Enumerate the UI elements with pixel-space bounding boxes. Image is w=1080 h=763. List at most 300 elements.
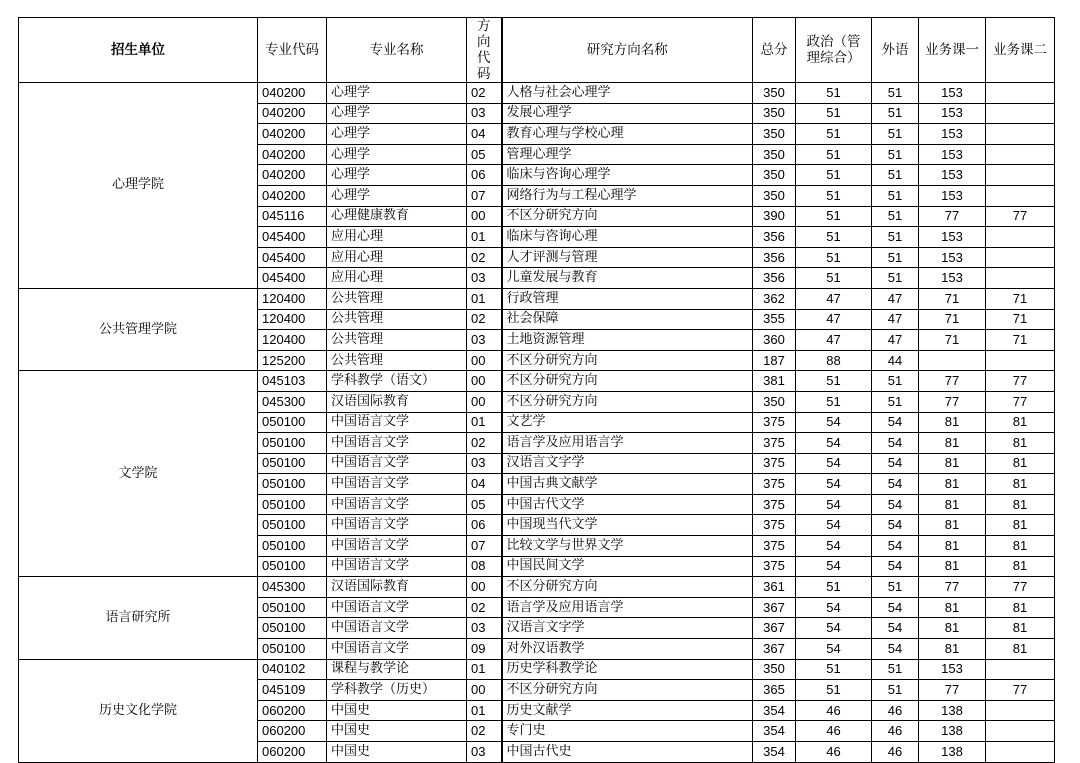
dir-name-cell: 中国现当代文学 [502, 515, 753, 536]
politics-cell: 51 [796, 206, 872, 227]
total-cell: 350 [753, 103, 796, 124]
foreign-cell: 51 [872, 124, 919, 145]
politics-cell: 51 [796, 391, 872, 412]
major-name-cell: 公共管理 [327, 288, 467, 309]
course2-cell: 77 [986, 206, 1055, 227]
major-name-cell: 中国语言文学 [327, 412, 467, 433]
dir-code-cell: 01 [467, 227, 502, 248]
course2-cell: 77 [986, 391, 1055, 412]
politics-cell: 54 [796, 515, 872, 536]
dir-name-cell: 临床与咨询心理学 [502, 165, 753, 186]
dir-code-cell: 00 [467, 391, 502, 412]
dir-code-cell: 05 [467, 494, 502, 515]
major-name-cell: 应用心理 [327, 268, 467, 289]
total-cell: 375 [753, 412, 796, 433]
dir-name-cell: 教育心理与学校心理 [502, 124, 753, 145]
table-row [19, 83, 1055, 104]
major-code-cell: 050100 [258, 618, 327, 639]
course2-cell [986, 742, 1055, 763]
course1-cell: 81 [919, 474, 986, 495]
header-dir-name: 研究方向名称 [502, 18, 753, 83]
total-cell: 354 [753, 721, 796, 742]
major-name-cell: 心理学 [327, 165, 467, 186]
total-cell: 356 [753, 247, 796, 268]
politics-cell: 54 [796, 453, 872, 474]
total-cell: 381 [753, 371, 796, 392]
dir-code-cell: 01 [467, 659, 502, 680]
course2-cell: 81 [986, 433, 1055, 454]
course2-cell [986, 247, 1055, 268]
politics-cell: 51 [796, 124, 872, 145]
foreign-cell: 51 [872, 268, 919, 289]
major-code-cell: 045103 [258, 371, 327, 392]
unit-cell: 语言研究所 [19, 577, 258, 659]
course2-cell: 81 [986, 639, 1055, 660]
major-name-cell: 中国语言文学 [327, 494, 467, 515]
table-row [19, 371, 1055, 392]
major-code-cell: 040200 [258, 83, 327, 104]
course2-cell: 81 [986, 412, 1055, 433]
major-code-cell: 040200 [258, 103, 327, 124]
dir-code-cell: 07 [467, 536, 502, 557]
dir-name-cell: 中国民间文学 [502, 556, 753, 577]
course2-cell [986, 165, 1055, 186]
foreign-cell: 54 [872, 453, 919, 474]
dir-code-cell: 04 [467, 474, 502, 495]
course2-cell: 81 [986, 536, 1055, 557]
dir-name-cell: 历史学科教学论 [502, 659, 753, 680]
foreign-cell: 54 [872, 618, 919, 639]
foreign-cell: 54 [872, 474, 919, 495]
politics-cell: 51 [796, 268, 872, 289]
foreign-cell: 51 [872, 165, 919, 186]
course1-cell: 81 [919, 494, 986, 515]
major-code-cell: 050100 [258, 556, 327, 577]
total-cell: 350 [753, 83, 796, 104]
major-code-cell: 060200 [258, 700, 327, 721]
foreign-cell: 47 [872, 330, 919, 351]
course1-cell: 81 [919, 639, 986, 660]
course2-cell: 71 [986, 309, 1055, 330]
dir-name-cell: 人格与社会心理学 [502, 83, 753, 104]
major-code-cell: 040200 [258, 144, 327, 165]
course2-cell [986, 83, 1055, 104]
table-body [19, 83, 1055, 763]
course2-cell: 71 [986, 288, 1055, 309]
major-name-cell: 中国语言文学 [327, 639, 467, 660]
course1-cell: 153 [919, 247, 986, 268]
unit-cell: 历史文化学院 [19, 659, 258, 762]
major-name-cell: 心理学 [327, 124, 467, 145]
dir-code-cell: 05 [467, 144, 502, 165]
course2-cell [986, 659, 1055, 680]
dir-code-cell: 06 [467, 165, 502, 186]
politics-cell: 54 [796, 597, 872, 618]
foreign-cell: 54 [872, 515, 919, 536]
dir-code-cell: 03 [467, 103, 502, 124]
dir-name-cell: 不区分研究方向 [502, 680, 753, 701]
course1-cell: 81 [919, 515, 986, 536]
dir-name-cell: 历史文献学 [502, 700, 753, 721]
politics-cell: 51 [796, 680, 872, 701]
dir-name-cell: 发展心理学 [502, 103, 753, 124]
course2-cell: 81 [986, 453, 1055, 474]
course1-cell: 81 [919, 453, 986, 474]
course1-cell: 81 [919, 618, 986, 639]
dir-code-cell: 00 [467, 371, 502, 392]
major-code-cell: 045300 [258, 391, 327, 412]
header-course2: 业务课二 [986, 18, 1055, 83]
dir-code-cell: 00 [467, 680, 502, 701]
dir-name-cell: 土地资源管理 [502, 330, 753, 351]
major-name-cell: 中国语言文学 [327, 453, 467, 474]
politics-cell: 54 [796, 639, 872, 660]
foreign-cell: 44 [872, 350, 919, 371]
major-name-cell: 心理学 [327, 103, 467, 124]
course2-cell: 71 [986, 330, 1055, 351]
politics-cell: 51 [796, 247, 872, 268]
course2-cell: 77 [986, 577, 1055, 598]
total-cell: 356 [753, 227, 796, 248]
total-cell: 367 [753, 639, 796, 660]
dir-name-cell: 汉语言文字学 [502, 453, 753, 474]
foreign-cell: 46 [872, 700, 919, 721]
major-code-cell: 045300 [258, 577, 327, 598]
major-name-cell: 应用心理 [327, 227, 467, 248]
dir-name-cell: 不区分研究方向 [502, 577, 753, 598]
politics-cell: 47 [796, 309, 872, 330]
foreign-cell: 54 [872, 536, 919, 557]
politics-cell: 51 [796, 577, 872, 598]
major-code-cell: 050100 [258, 412, 327, 433]
course1-cell: 153 [919, 144, 986, 165]
foreign-cell: 54 [872, 494, 919, 515]
foreign-cell: 51 [872, 206, 919, 227]
dir-name-cell: 比较文学与世界文学 [502, 536, 753, 557]
unit-cell: 公共管理学院 [19, 288, 258, 370]
header-major-name: 专业名称 [327, 18, 467, 83]
major-code-cell: 050100 [258, 453, 327, 474]
politics-cell: 88 [796, 350, 872, 371]
dir-code-cell: 04 [467, 124, 502, 145]
course2-cell: 77 [986, 371, 1055, 392]
major-code-cell: 040200 [258, 165, 327, 186]
total-cell: 375 [753, 453, 796, 474]
unit-cell: 文学院 [19, 371, 258, 577]
politics-cell: 51 [796, 103, 872, 124]
dir-code-cell: 00 [467, 350, 502, 371]
foreign-cell: 46 [872, 721, 919, 742]
course2-cell [986, 185, 1055, 206]
dir-name-cell: 人才评测与管理 [502, 247, 753, 268]
major-code-cell: 040200 [258, 185, 327, 206]
course1-cell: 153 [919, 185, 986, 206]
header-course1: 业务课一 [919, 18, 986, 83]
major-name-cell: 中国语言文学 [327, 618, 467, 639]
politics-cell: 54 [796, 536, 872, 557]
politics-cell: 47 [796, 330, 872, 351]
header-unit: 招生单位 [19, 18, 258, 83]
course1-cell: 81 [919, 412, 986, 433]
total-cell: 375 [753, 536, 796, 557]
politics-cell: 51 [796, 371, 872, 392]
foreign-cell: 51 [872, 247, 919, 268]
dir-code-cell: 00 [467, 577, 502, 598]
major-name-cell: 中国语言文学 [327, 536, 467, 557]
course1-cell: 81 [919, 536, 986, 557]
total-cell: 350 [753, 185, 796, 206]
major-name-cell: 课程与教学论 [327, 659, 467, 680]
major-code-cell: 120400 [258, 330, 327, 351]
major-name-cell: 中国史 [327, 721, 467, 742]
dir-code-cell: 02 [467, 721, 502, 742]
dir-name-cell: 不区分研究方向 [502, 391, 753, 412]
total-cell: 360 [753, 330, 796, 351]
dir-name-cell: 专门史 [502, 721, 753, 742]
dir-code-cell: 02 [467, 83, 502, 104]
major-name-cell: 公共管理 [327, 330, 467, 351]
course1-cell: 77 [919, 206, 986, 227]
foreign-cell: 51 [872, 227, 919, 248]
politics-cell: 51 [796, 144, 872, 165]
course2-cell: 81 [986, 494, 1055, 515]
foreign-cell: 54 [872, 597, 919, 618]
dir-name-cell: 对外汉语教学 [502, 639, 753, 660]
foreign-cell: 51 [872, 680, 919, 701]
major-code-cell: 120400 [258, 309, 327, 330]
dir-name-cell: 语言学及应用语言学 [502, 597, 753, 618]
dir-name-cell: 语言学及应用语言学 [502, 433, 753, 454]
politics-cell: 54 [796, 433, 872, 454]
major-code-cell: 045400 [258, 227, 327, 248]
dir-name-cell: 汉语言文字学 [502, 618, 753, 639]
course2-cell [986, 350, 1055, 371]
dir-name-cell: 中国古典文献学 [502, 474, 753, 495]
major-code-cell: 050100 [258, 474, 327, 495]
politics-cell: 46 [796, 721, 872, 742]
dir-code-cell: 00 [467, 206, 502, 227]
total-cell: 350 [753, 165, 796, 186]
dir-code-cell: 03 [467, 330, 502, 351]
major-code-cell: 045109 [258, 680, 327, 701]
dir-code-cell: 09 [467, 639, 502, 660]
major-code-cell: 050100 [258, 494, 327, 515]
total-cell: 390 [753, 206, 796, 227]
course2-cell [986, 103, 1055, 124]
course1-cell: 153 [919, 165, 986, 186]
major-code-cell: 045116 [258, 206, 327, 227]
total-cell: 350 [753, 124, 796, 145]
total-cell: 350 [753, 144, 796, 165]
course1-cell: 138 [919, 700, 986, 721]
foreign-cell: 51 [872, 185, 919, 206]
total-cell: 355 [753, 309, 796, 330]
foreign-cell: 54 [872, 412, 919, 433]
course1-cell: 153 [919, 83, 986, 104]
dir-name-cell: 文艺学 [502, 412, 753, 433]
dir-name-cell: 中国古代史 [502, 742, 753, 763]
course1-cell: 77 [919, 680, 986, 701]
foreign-cell: 51 [872, 577, 919, 598]
course1-cell: 153 [919, 103, 986, 124]
dir-name-cell: 中国古代文学 [502, 494, 753, 515]
total-cell: 354 [753, 700, 796, 721]
course2-cell [986, 144, 1055, 165]
major-name-cell: 心理学 [327, 83, 467, 104]
dir-name-cell: 行政管理 [502, 288, 753, 309]
course2-cell [986, 268, 1055, 289]
dir-name-cell: 临床与咨询心理 [502, 227, 753, 248]
table-row [19, 659, 1055, 680]
major-name-cell: 中国史 [327, 742, 467, 763]
total-cell: 356 [753, 268, 796, 289]
total-cell: 362 [753, 288, 796, 309]
course1-cell: 153 [919, 659, 986, 680]
course2-cell: 77 [986, 680, 1055, 701]
major-code-cell: 040102 [258, 659, 327, 680]
major-code-cell: 120400 [258, 288, 327, 309]
politics-cell: 51 [796, 227, 872, 248]
course2-cell: 81 [986, 515, 1055, 536]
dir-name-cell: 儿童发展与教育 [502, 268, 753, 289]
foreign-cell: 51 [872, 144, 919, 165]
politics-cell: 51 [796, 165, 872, 186]
total-cell: 375 [753, 474, 796, 495]
dir-code-cell: 02 [467, 247, 502, 268]
dir-name-cell: 社会保障 [502, 309, 753, 330]
politics-cell: 46 [796, 700, 872, 721]
politics-cell: 54 [796, 556, 872, 577]
course1-cell: 138 [919, 742, 986, 763]
major-name-cell: 中国史 [327, 700, 467, 721]
total-cell: 375 [753, 556, 796, 577]
course1-cell: 71 [919, 288, 986, 309]
dir-code-cell: 03 [467, 268, 502, 289]
header-politics: 政治（管理综合） [796, 18, 872, 83]
major-name-cell: 公共管理 [327, 350, 467, 371]
course2-cell: 81 [986, 618, 1055, 639]
foreign-cell: 51 [872, 83, 919, 104]
foreign-cell: 54 [872, 639, 919, 660]
major-code-cell: 050100 [258, 639, 327, 660]
dir-name-cell: 不区分研究方向 [502, 371, 753, 392]
major-code-cell: 050100 [258, 515, 327, 536]
major-code-cell: 125200 [258, 350, 327, 371]
unit-cell: 心理学院 [19, 83, 258, 289]
course2-cell: 81 [986, 597, 1055, 618]
politics-cell: 54 [796, 412, 872, 433]
header-total: 总分 [753, 18, 796, 83]
dir-name-cell: 不区分研究方向 [502, 206, 753, 227]
major-code-cell: 050100 [258, 536, 327, 557]
foreign-cell: 47 [872, 288, 919, 309]
foreign-cell: 51 [872, 659, 919, 680]
major-name-cell: 学科教学（历史） [327, 680, 467, 701]
politics-cell: 46 [796, 742, 872, 763]
course1-cell: 77 [919, 391, 986, 412]
major-code-cell: 045400 [258, 247, 327, 268]
course2-cell: 81 [986, 556, 1055, 577]
dir-code-cell: 03 [467, 742, 502, 763]
table-header [19, 18, 1055, 83]
dir-code-cell: 03 [467, 453, 502, 474]
major-name-cell: 中国语言文学 [327, 433, 467, 454]
politics-cell: 51 [796, 185, 872, 206]
foreign-cell: 51 [872, 391, 919, 412]
score-table [18, 17, 1055, 763]
major-code-cell: 050100 [258, 433, 327, 454]
course1-cell: 77 [919, 371, 986, 392]
foreign-cell: 47 [872, 309, 919, 330]
course1-cell: 153 [919, 124, 986, 145]
major-name-cell: 应用心理 [327, 247, 467, 268]
dir-name-cell: 管理心理学 [502, 144, 753, 165]
course1-cell: 81 [919, 433, 986, 454]
major-code-cell: 050100 [258, 597, 327, 618]
course1-cell: 153 [919, 268, 986, 289]
course2-cell: 81 [986, 474, 1055, 495]
major-name-cell: 心理健康教育 [327, 206, 467, 227]
dir-code-cell: 01 [467, 412, 502, 433]
header-dir-code: 方向代码 [467, 18, 502, 83]
course1-cell: 71 [919, 330, 986, 351]
major-name-cell: 公共管理 [327, 309, 467, 330]
course1-cell: 77 [919, 577, 986, 598]
course1-cell: 71 [919, 309, 986, 330]
total-cell: 367 [753, 597, 796, 618]
dir-code-cell: 02 [467, 597, 502, 618]
major-name-cell: 心理学 [327, 144, 467, 165]
politics-cell: 54 [796, 474, 872, 495]
total-cell: 375 [753, 433, 796, 454]
dir-code-cell: 08 [467, 556, 502, 577]
major-name-cell: 中国语言文学 [327, 474, 467, 495]
total-cell: 375 [753, 515, 796, 536]
dir-code-cell: 02 [467, 309, 502, 330]
major-name-cell: 汉语国际教育 [327, 577, 467, 598]
course2-cell [986, 700, 1055, 721]
major-name-cell: 学科教学（语文） [327, 371, 467, 392]
dir-code-cell: 03 [467, 618, 502, 639]
dir-code-cell: 01 [467, 700, 502, 721]
major-name-cell: 中国语言文学 [327, 597, 467, 618]
table-row [19, 288, 1055, 309]
course1-cell: 138 [919, 721, 986, 742]
total-cell: 367 [753, 618, 796, 639]
major-code-cell: 040200 [258, 124, 327, 145]
politics-cell: 54 [796, 618, 872, 639]
major-code-cell: 045400 [258, 268, 327, 289]
major-code-cell: 060200 [258, 742, 327, 763]
table-row [19, 577, 1055, 598]
politics-cell: 51 [796, 659, 872, 680]
total-cell: 365 [753, 680, 796, 701]
course1-cell: 153 [919, 227, 986, 248]
foreign-cell: 51 [872, 103, 919, 124]
total-cell: 187 [753, 350, 796, 371]
politics-cell: 51 [796, 83, 872, 104]
course1-cell [919, 350, 986, 371]
header-foreign: 外语 [872, 18, 919, 83]
foreign-cell: 54 [872, 556, 919, 577]
major-name-cell: 心理学 [327, 185, 467, 206]
total-cell: 350 [753, 659, 796, 680]
politics-cell: 54 [796, 494, 872, 515]
foreign-cell: 46 [872, 742, 919, 763]
foreign-cell: 51 [872, 371, 919, 392]
course2-cell [986, 721, 1055, 742]
course2-cell [986, 124, 1055, 145]
